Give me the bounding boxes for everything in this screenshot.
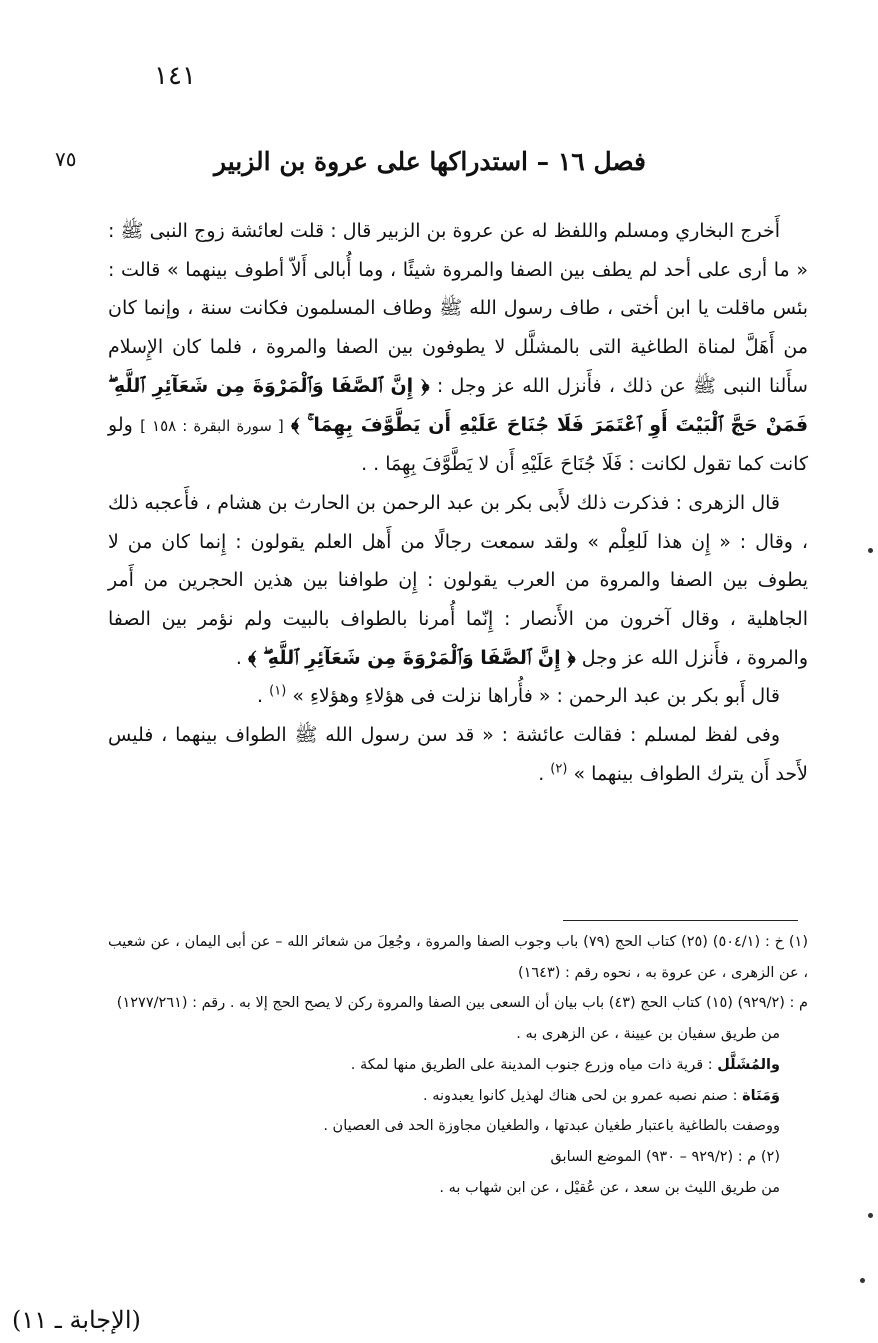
paragraph-4-text: وفى لفظ لمسلم : فقالت عائشة : « قد سن رسول الله ﷺ الطواف بينهما ، فليس لأَحد أَن يترك الطواف بينهما » (108, 724, 808, 785)
paragraph-4-end: . (538, 762, 545, 785)
footnote-term-manat: وَمَنَاة (742, 1087, 780, 1104)
main-text (108, 212, 808, 794)
footnote-marker-1[interactable]: (١) (269, 684, 287, 700)
footnote-2-chain: من طريق الليث بن سعد ، عن عُقيْل ، عن ابن شهاب به . (439, 1179, 780, 1196)
footnote-1-mushallal (108, 1050, 808, 1081)
paragraph-1 (108, 212, 808, 484)
scan-dot (868, 1213, 873, 1218)
page-number: ١٤١ (154, 61, 196, 91)
paragraph-2-text: قال الزهرى : فذكرت ذلك لأَبى بكر بن عبد الرحمن بن الحارث بن هشام ، فأَعجبه ذلك ، وقال : « إِن هذا لَلعِلْم » ولقد سمعت رجالًا من أَهل العلم يقولون : إِنما كان من لا يطوف بين الصفا والمروة من العرب يقولون : إِن طوافنا بين هذين الحجرين من أَمر الجاهلية ، وقال آخرون من الأَنصار : إِنّما أُمرنا بالطواف بالبيت ولم نؤمر بين الصفا والمروة ، فأَنزل الله عز وجل (108, 491, 808, 669)
footnote-1-chain: من طريق سفيان بن عيينة ، عن الزهرى به . (516, 1026, 780, 1043)
paragraph-2 (108, 484, 808, 678)
footnote-1-manat (108, 1081, 808, 1112)
footnote-divider (563, 920, 798, 921)
footnote-definition-mushallal: : قرية ذات مياه وزرع جنوب المدينة على الطريق منها لمكة . (350, 1056, 713, 1073)
footnotes (108, 927, 808, 1203)
paragraph-3 (108, 677, 808, 716)
surah-reference: [ سورة البقرة : ١٥٨ ] (140, 416, 284, 435)
scan-dot (860, 1278, 865, 1283)
footnote-marker-2[interactable]: (٢) (550, 761, 568, 777)
margin-number: ٧٥ (55, 147, 77, 171)
footnote-definition-manat: : صنم نصبه عمرو بن لحى هناك لهذيل كانوا يعبدونه . (422, 1087, 738, 1104)
footnote-1-taghiya: ووصفت بالطاغية باعتبار طغيان عبدتها ، والطغيان مجاوزة الحد فى العصيان . (323, 1118, 780, 1135)
signature-mark: (الإجابة ـ ١١) (12, 1306, 141, 1334)
paragraph-1-closing: ولو كانت كما تقول لكانت : فَلَا جُنَاحَ عَلَيْهِ أَن لا يَطَّوَّفَ بِهِمَا . . (108, 413, 808, 476)
quran-verse-1: ﴿ إِنَّ ٱلصَّفَا وَٱلْمَرْوَةَ مِن شَعَآئِرِ ٱللَّهِ ۖ فَمَنْ حَجَّ ٱلْبَيْتَ أَوِ ٱعْتَمَرَ فَلَا جُنَاحَ عَلَيْهِ أَن يَطَّوَّفَ بِهِمَا ۚ ﴾ (108, 374, 809, 436)
paragraph-1-opening: أَخرج البخاري ومسلم واللفظ له عن عروة بن الزبير قال : قلت لعائشة زوج النبى ﷺ : « ما أرى على أحد لم يطف بين الصفا والمروة شيئًا ، وما أُبالى أَلاّ أطوف بينهما » قالت : بئس ماقلت يا ابن أختى ، طاف رسول الله ﷺ وطاف المسلمون فكانت سنة ، وإنما كان من أَهَلَّ لمناة الطاغية التى بالمشلَّل لا يطوفون بين الصفا والمروة ، فلما كان الإِسلام سأَلنا النبى ﷺ عن ذلك ، فأَنزل الله عز وجل : (108, 220, 808, 397)
footnote-2-source: (٢) م : (٩٢٩/٢ – ٩٣٠) الموضع السابق (550, 1148, 780, 1165)
paragraph-2-end: . (235, 646, 242, 669)
quran-verse-2: ﴿ إِنَّ ٱلصَّفَا وَٱلْمَرْوَةَ مِن شَعَآئِرِ ٱللَّهِ ۖ ﴾ (248, 646, 576, 669)
scan-dot (868, 548, 873, 553)
paragraph-3-end: . (257, 685, 264, 708)
paragraph-4 (108, 716, 808, 793)
chapter-title: فصل ١٦ – استدراكها على عروة بن الزبير (213, 147, 647, 176)
footnote-1-source-bukhari: (١) خ : (٥٠٤/١) (٢٥) كتاب الحج (٧٩) باب وجوب الصفا والمروة ، وجُعِلَ من شعائر الله – عن أبى اليمان ، عن شعيب ، عن الزهرى ، عن عروة به ، نحوه رقم : (١٦٤٣) (108, 934, 808, 981)
footnote-1-source-muslim: م : (٩٢٩/٢) (١٥) كتاب الحج (٤٣) باب بيان أن السعى بين الصفا والمروة ركن لا يصح الحج إلا به . رقم : (١٢٧٧/٢٦١) (116, 995, 808, 1012)
paragraph-3-text: قال أَبو بكر بن عبد الرحمن : « فأُراها نزلت فى هؤلاءِ وهؤلاءِ » (292, 685, 780, 708)
footnote-term-mushallal: والمُشَلَّل (717, 1056, 780, 1073)
